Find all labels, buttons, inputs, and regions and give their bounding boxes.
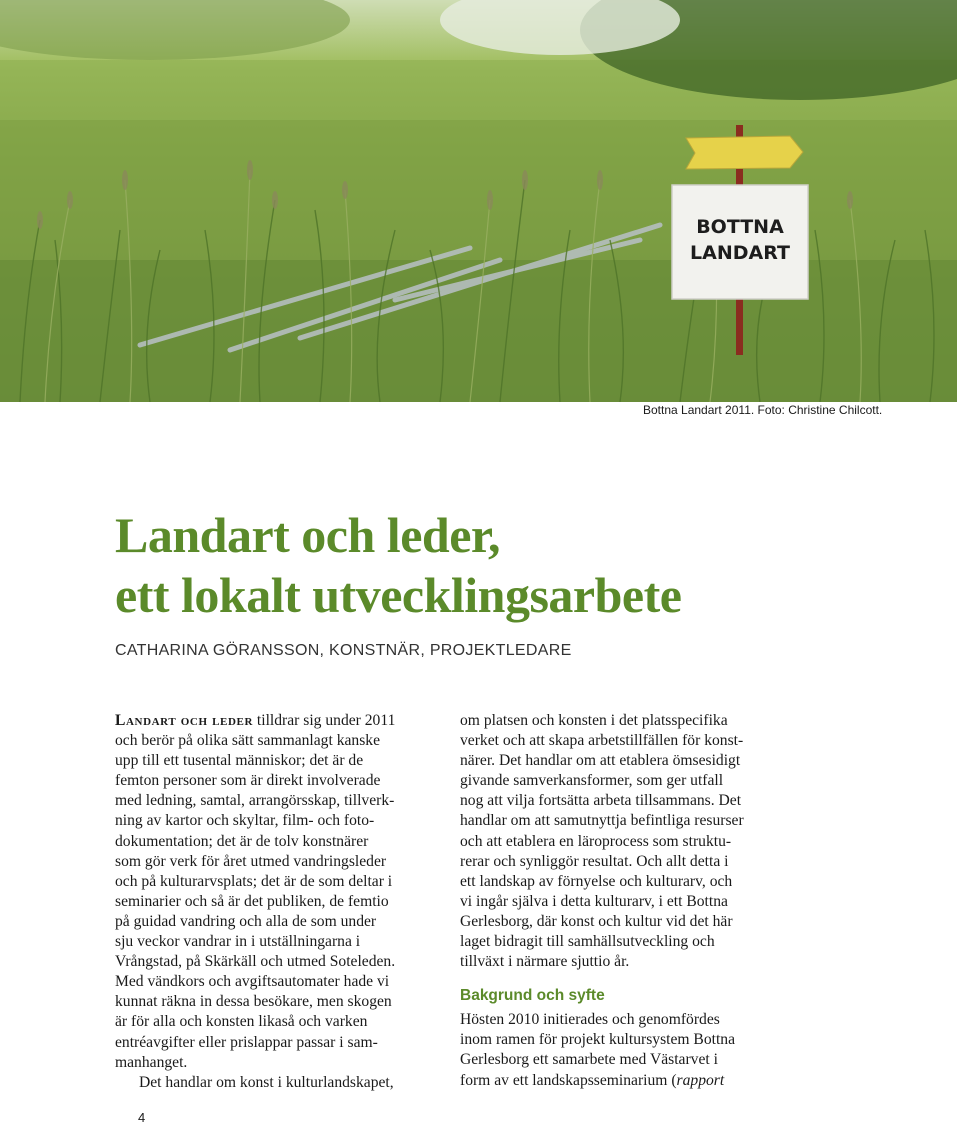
- paragraph-line: om platsen och konsten i det platsspecifika: [460, 712, 728, 729]
- paragraph-line: på guidad vandring och alla de som under: [115, 912, 377, 930]
- sign-text-line1: BOTTNA: [696, 216, 784, 238]
- paragraph-line: Hösten 2010 initierades och genomfördes: [460, 1011, 720, 1029]
- article-title: [115, 505, 681, 625]
- author-name: CATHARINA GÖRANSSON,: [115, 642, 325, 659]
- paragraph-line: rerar och synliggör resultat. Och allt detta i: [460, 852, 729, 870]
- byline: [115, 642, 572, 660]
- paragraph-line: som gör verk för året utmed vandringsleder: [115, 852, 387, 870]
- paragraph-line: manhanget.: [115, 1053, 188, 1071]
- author-role: KONSTNÄR, PROJEKTLEDARE: [324, 642, 572, 659]
- title-line-1: Landart och leder,: [115, 507, 500, 563]
- paragraph-line: Landart och leder tilldrar sig under 2011: [115, 712, 396, 729]
- paragraph-line: Det handlar om konst i kulturlandskapet,: [139, 1073, 394, 1091]
- paragraph-line: seminarier och så är det publiken, de femtio: [115, 892, 389, 910]
- header-photo: [0, 0, 957, 402]
- paragraph-line: verket och att skapa arbetstillfällen för konst-: [460, 732, 744, 750]
- paragraph-line: vi ingår själva i detta kulturarv, i ett Bottna: [460, 892, 728, 910]
- paragraph-line: Vrångstad, på Skärkäll och utmed Soteleden.: [115, 953, 396, 971]
- paragraph-line: entréavgifter eller prislappar passar i sam-: [115, 1033, 378, 1051]
- paragraph-line: Gerlesborg ett samarbete med Västarvet i: [460, 1051, 718, 1069]
- paragraph-line: femton personer som är direkt involverade: [115, 772, 381, 790]
- right-column: [460, 711, 800, 1091]
- sign-text-line2: LANDART: [690, 242, 790, 264]
- paragraph-line: nog att vilja fortsätta arbeta tillsammans. Det: [460, 792, 742, 810]
- arrow-sign-icon: [686, 136, 803, 169]
- paragraph-line: handlar om att samutnyttja befintliga resurser: [460, 812, 744, 830]
- page-number: 4: [138, 1110, 146, 1125]
- bottna-landart-sign: [672, 185, 808, 299]
- paragraph-line: inom ramen för projekt kultursystem Bottna: [460, 1031, 736, 1049]
- paragraph-line: sju veckor vandrar in i utställningarna i: [115, 933, 361, 951]
- paragraph-line: och berör på olika sätt sammanlagt kanske: [115, 732, 381, 750]
- paragraph-line: form av ett landskapsseminarium (rapport: [460, 1071, 725, 1089]
- paragraph-line: kunnat räkna in dessa besökare, men skogen: [115, 993, 392, 1011]
- photo-caption: Bottna Landart 2011. Foto: Christine Chilcott.: [643, 403, 883, 417]
- paragraph-line: laget bidragit till samhällsutveckling och: [460, 933, 715, 951]
- paragraph-line: givande samverkansformer, som ger utfall: [460, 772, 724, 790]
- paragraph-line: ning av kartor och skyltar, film- och foto-: [115, 812, 375, 830]
- paragraph-line: Gerlesborg, där konst och kultur vid det här: [460, 912, 733, 930]
- paragraph-line: dokumentation; det är de tolv konstnärer: [115, 832, 369, 850]
- lead-in: Landart och leder: [115, 712, 254, 729]
- paragraph-line: tillväxt i närmare sjuttio år.: [460, 953, 630, 971]
- title-line-2: ett lokalt utvecklingsarbete: [115, 567, 682, 623]
- meadow-illustration: [0, 0, 957, 402]
- paragraph-line: med ledning, samtal, arrangörsskap, tillverk-: [115, 792, 395, 810]
- paragraph-line: Med vändkors och avgiftsautomater hade vi: [115, 973, 390, 991]
- left-column: [115, 711, 445, 1093]
- paragraph-line: är för alla och konsten likaså och varken: [115, 1013, 368, 1031]
- paragraph-line: närer. Det handlar om att etablera ömsesidigt: [460, 752, 741, 770]
- paragraph-line: och att etablera en läroprocess som struktu-: [460, 832, 732, 850]
- paragraph-line: ett landskap av förnyelse och kulturarv, och: [460, 872, 733, 890]
- paragraph-line: och på kulturarvsplats; det är de som deltar i: [115, 872, 393, 890]
- paragraph-line: upp till ett tusental människor; det är de: [115, 752, 364, 770]
- italic-text: rapport: [676, 1071, 725, 1089]
- section-heading: Bakgrund och syfte: [460, 987, 605, 1005]
